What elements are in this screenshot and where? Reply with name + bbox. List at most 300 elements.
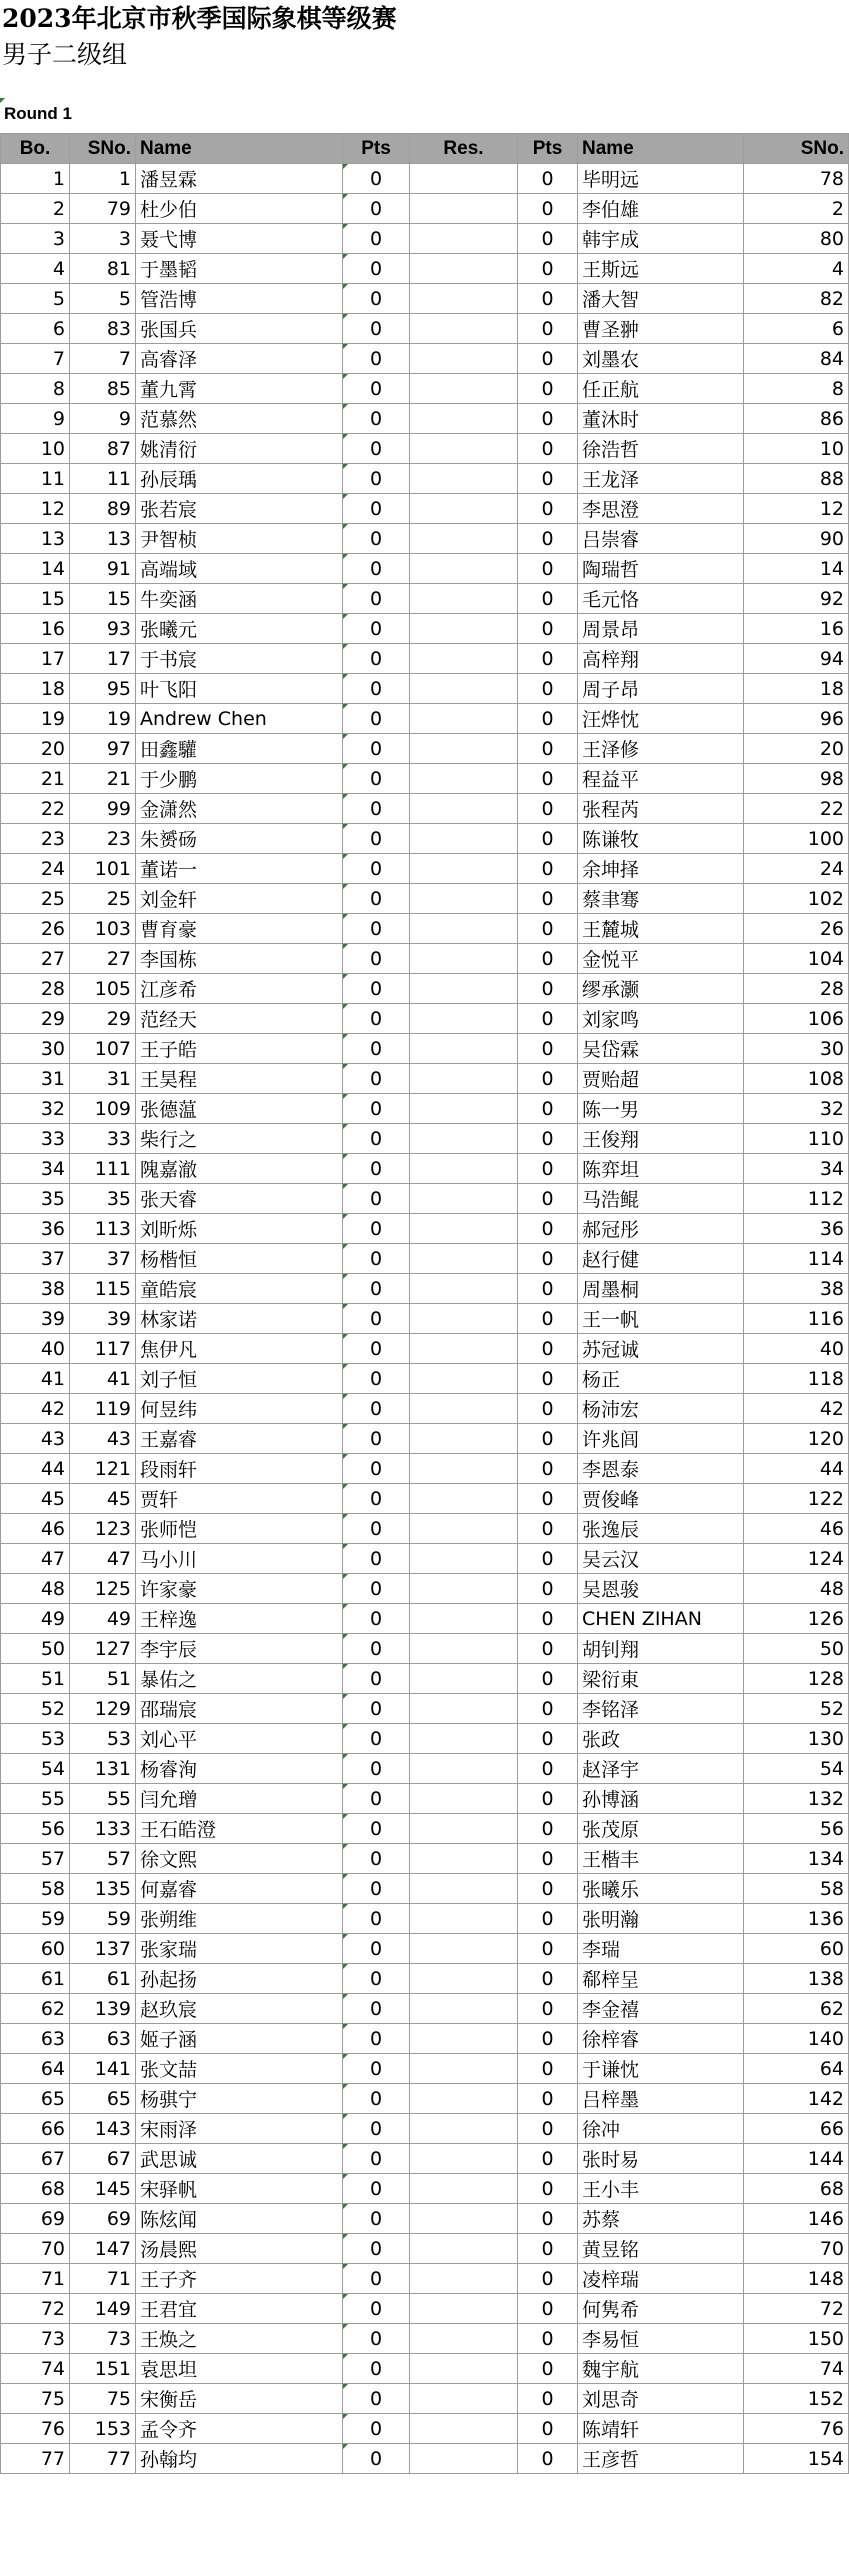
result-cell[interactable] xyxy=(410,1574,518,1604)
board-number[interactable]: 42 xyxy=(1,1394,70,1424)
black-points[interactable]: 0 xyxy=(518,1124,578,1154)
result-cell[interactable] xyxy=(410,1244,518,1274)
white-player-name[interactable]: 段雨轩 xyxy=(136,1454,343,1484)
white-seed-number[interactable]: 71 xyxy=(70,2264,136,2294)
white-seed-number[interactable]: 29 xyxy=(70,1004,136,1034)
board-number[interactable]: 12 xyxy=(1,494,70,524)
black-points[interactable]: 0 xyxy=(518,1754,578,1784)
board-number[interactable]: 75 xyxy=(1,2384,70,2414)
result-cell[interactable] xyxy=(410,1514,518,1544)
black-seed-number[interactable]: 64 xyxy=(744,2054,849,2084)
white-points[interactable]: 0 xyxy=(343,1214,410,1244)
black-player-name[interactable]: 苏冠诚 xyxy=(578,1334,744,1364)
black-player-name[interactable]: 周墨桐 xyxy=(578,1274,744,1304)
black-points[interactable]: 0 xyxy=(518,1184,578,1214)
black-points[interactable]: 0 xyxy=(518,344,578,374)
white-points[interactable]: 0 xyxy=(343,1724,410,1754)
result-cell[interactable] xyxy=(410,2414,518,2444)
white-seed-number[interactable]: 123 xyxy=(70,1514,136,1544)
black-player-name[interactable]: 刘思奇 xyxy=(578,2384,744,2414)
black-player-name[interactable]: 李铭泽 xyxy=(578,1694,744,1724)
board-number[interactable]: 55 xyxy=(1,1784,70,1814)
board-number[interactable]: 16 xyxy=(1,614,70,644)
white-points[interactable]: 0 xyxy=(343,2294,410,2324)
white-player-name[interactable]: 王君宜 xyxy=(136,2294,343,2324)
white-seed-number[interactable]: 131 xyxy=(70,1754,136,1784)
black-player-name[interactable]: 吴云汉 xyxy=(578,1544,744,1574)
black-points[interactable]: 0 xyxy=(518,674,578,704)
white-player-name[interactable]: 张若宸 xyxy=(136,494,343,524)
white-points[interactable]: 0 xyxy=(343,2234,410,2264)
black-points[interactable]: 0 xyxy=(518,2324,578,2354)
board-number[interactable]: 71 xyxy=(1,2264,70,2294)
black-seed-number[interactable]: 14 xyxy=(744,554,849,584)
black-seed-number[interactable]: 104 xyxy=(744,944,849,974)
black-seed-number[interactable]: 72 xyxy=(744,2294,849,2324)
black-seed-number[interactable]: 106 xyxy=(744,1004,849,1034)
black-seed-number[interactable]: 74 xyxy=(744,2354,849,2384)
black-points[interactable]: 0 xyxy=(518,1334,578,1364)
white-seed-number[interactable]: 5 xyxy=(70,284,136,314)
black-points[interactable]: 0 xyxy=(518,2414,578,2444)
black-player-name[interactable]: 郝冠彤 xyxy=(578,1214,744,1244)
white-points[interactable]: 0 xyxy=(343,1994,410,2024)
board-number[interactable]: 44 xyxy=(1,1454,70,1484)
white-player-name[interactable]: 聂弋博 xyxy=(136,224,343,254)
white-player-name[interactable]: 张天睿 xyxy=(136,1184,343,1214)
white-points[interactable]: 0 xyxy=(343,1664,410,1694)
black-seed-number[interactable]: 36 xyxy=(744,1214,849,1244)
black-player-name[interactable]: 程益平 xyxy=(578,764,744,794)
black-points[interactable]: 0 xyxy=(518,614,578,644)
black-player-name[interactable]: 陈一男 xyxy=(578,1094,744,1124)
white-seed-number[interactable]: 39 xyxy=(70,1304,136,1334)
white-player-name[interactable]: 汤晨熙 xyxy=(136,2234,343,2264)
result-cell[interactable] xyxy=(410,374,518,404)
white-points[interactable]: 0 xyxy=(343,2384,410,2414)
board-number[interactable]: 41 xyxy=(1,1364,70,1394)
black-player-name[interactable]: 贾贻超 xyxy=(578,1064,744,1094)
white-seed-number[interactable]: 53 xyxy=(70,1724,136,1754)
black-player-name[interactable]: 吴恩骏 xyxy=(578,1574,744,1604)
white-player-name[interactable]: 潘昱霖 xyxy=(136,164,343,194)
board-number[interactable]: 38 xyxy=(1,1274,70,1304)
black-points[interactable]: 0 xyxy=(518,1514,578,1544)
white-seed-number[interactable]: 105 xyxy=(70,974,136,1004)
result-cell[interactable] xyxy=(410,674,518,704)
white-points[interactable]: 0 xyxy=(343,2174,410,2204)
white-points[interactable]: 0 xyxy=(343,1784,410,1814)
white-points[interactable]: 0 xyxy=(343,1544,410,1574)
white-points[interactable]: 0 xyxy=(343,2024,410,2054)
result-cell[interactable] xyxy=(410,704,518,734)
black-points[interactable]: 0 xyxy=(518,1424,578,1454)
black-seed-number[interactable]: 96 xyxy=(744,704,849,734)
col-pts-header[interactable]: Pts xyxy=(343,134,410,164)
white-seed-number[interactable]: 33 xyxy=(70,1124,136,1154)
result-cell[interactable] xyxy=(410,2144,518,2174)
white-seed-number[interactable]: 25 xyxy=(70,884,136,914)
board-number[interactable]: 2 xyxy=(1,194,70,224)
black-seed-number[interactable]: 98 xyxy=(744,764,849,794)
board-number[interactable]: 27 xyxy=(1,944,70,974)
white-points[interactable]: 0 xyxy=(343,1094,410,1124)
white-seed-number[interactable]: 65 xyxy=(70,2084,136,2114)
white-player-name[interactable]: 张文喆 xyxy=(136,2054,343,2084)
black-seed-number[interactable]: 132 xyxy=(744,1784,849,1814)
black-points[interactable]: 0 xyxy=(518,194,578,224)
black-points[interactable]: 0 xyxy=(518,284,578,314)
black-seed-number[interactable]: 24 xyxy=(744,854,849,884)
white-points[interactable]: 0 xyxy=(343,1514,410,1544)
board-number[interactable]: 76 xyxy=(1,2414,70,2444)
col-name2-header[interactable]: Name xyxy=(578,134,744,164)
board-number[interactable]: 1 xyxy=(1,164,70,194)
white-seed-number[interactable]: 57 xyxy=(70,1844,136,1874)
white-player-name[interactable]: 王子齐 xyxy=(136,2264,343,2294)
white-seed-number[interactable]: 145 xyxy=(70,2174,136,2204)
black-player-name[interactable]: 刘墨农 xyxy=(578,344,744,374)
white-seed-number[interactable]: 73 xyxy=(70,2324,136,2354)
black-points[interactable]: 0 xyxy=(518,1094,578,1124)
board-number[interactable]: 43 xyxy=(1,1424,70,1454)
result-cell[interactable] xyxy=(410,1424,518,1454)
black-seed-number[interactable]: 92 xyxy=(744,584,849,614)
board-number[interactable]: 45 xyxy=(1,1484,70,1514)
board-number[interactable]: 20 xyxy=(1,734,70,764)
white-player-name[interactable]: 宋驿帆 xyxy=(136,2174,343,2204)
black-seed-number[interactable]: 58 xyxy=(744,1874,849,1904)
white-player-name[interactable]: 朱赟砀 xyxy=(136,824,343,854)
black-seed-number[interactable]: 154 xyxy=(744,2444,849,2474)
white-player-name[interactable]: 林家诺 xyxy=(136,1304,343,1334)
white-player-name[interactable]: 刘金轩 xyxy=(136,884,343,914)
white-points[interactable]: 0 xyxy=(343,2414,410,2444)
black-seed-number[interactable]: 16 xyxy=(744,614,849,644)
black-seed-number[interactable]: 38 xyxy=(744,1274,849,1304)
black-player-name[interactable]: 蔡聿骞 xyxy=(578,884,744,914)
board-number[interactable]: 13 xyxy=(1,524,70,554)
result-cell[interactable] xyxy=(410,284,518,314)
black-points[interactable]: 0 xyxy=(518,1724,578,1754)
result-cell[interactable] xyxy=(410,1964,518,1994)
black-player-name[interactable]: 李金禧 xyxy=(578,1994,744,2024)
white-player-name[interactable]: 王子皓 xyxy=(136,1034,343,1064)
white-seed-number[interactable]: 109 xyxy=(70,1094,136,1124)
white-seed-number[interactable]: 9 xyxy=(70,404,136,434)
white-seed-number[interactable]: 67 xyxy=(70,2144,136,2174)
white-player-name[interactable]: 张曦元 xyxy=(136,614,343,644)
result-cell[interactable] xyxy=(410,1844,518,1874)
black-points[interactable]: 0 xyxy=(518,1544,578,1574)
black-seed-number[interactable]: 40 xyxy=(744,1334,849,1364)
white-player-name[interactable]: 管浩博 xyxy=(136,284,343,314)
black-points[interactable]: 0 xyxy=(518,2174,578,2204)
white-points[interactable]: 0 xyxy=(343,614,410,644)
white-seed-number[interactable]: 79 xyxy=(70,194,136,224)
black-player-name[interactable]: 韩宇成 xyxy=(578,224,744,254)
black-seed-number[interactable]: 76 xyxy=(744,2414,849,2444)
black-seed-number[interactable]: 34 xyxy=(744,1154,849,1184)
black-points[interactable]: 0 xyxy=(518,1394,578,1424)
black-player-name[interactable]: 缪承灏 xyxy=(578,974,744,1004)
result-cell[interactable] xyxy=(410,1124,518,1154)
white-player-name[interactable]: 闫允璔 xyxy=(136,1784,343,1814)
white-points[interactable]: 0 xyxy=(343,1814,410,1844)
white-points[interactable]: 0 xyxy=(343,1274,410,1304)
white-points[interactable]: 0 xyxy=(343,2264,410,2294)
board-number[interactable]: 37 xyxy=(1,1244,70,1274)
black-points[interactable]: 0 xyxy=(518,2054,578,2084)
black-points[interactable]: 0 xyxy=(518,584,578,614)
board-number[interactable]: 61 xyxy=(1,1964,70,1994)
black-player-name[interactable]: 黄昱铭 xyxy=(578,2234,744,2264)
white-points[interactable]: 0 xyxy=(343,1004,410,1034)
result-cell[interactable] xyxy=(410,2054,518,2084)
result-cell[interactable] xyxy=(410,464,518,494)
result-cell[interactable] xyxy=(410,224,518,254)
result-cell[interactable] xyxy=(410,2324,518,2354)
board-number[interactable]: 67 xyxy=(1,2144,70,2174)
white-seed-number[interactable]: 137 xyxy=(70,1934,136,1964)
white-player-name[interactable]: 杨骐宁 xyxy=(136,2084,343,2114)
black-player-name[interactable]: 何隽希 xyxy=(578,2294,744,2324)
black-player-name[interactable]: 许兆闾 xyxy=(578,1424,744,1454)
black-points[interactable]: 0 xyxy=(518,1844,578,1874)
white-player-name[interactable]: 张国兵 xyxy=(136,314,343,344)
board-number[interactable]: 11 xyxy=(1,464,70,494)
black-player-name[interactable]: 徐梓睿 xyxy=(578,2024,744,2054)
white-points[interactable]: 0 xyxy=(343,1034,410,1064)
black-points[interactable]: 0 xyxy=(518,164,578,194)
board-number[interactable]: 57 xyxy=(1,1844,70,1874)
white-points[interactable]: 0 xyxy=(343,284,410,314)
black-player-name[interactable]: 陈弈坦 xyxy=(578,1154,744,1184)
black-seed-number[interactable]: 30 xyxy=(744,1034,849,1064)
white-player-name[interactable]: 王焕之 xyxy=(136,2324,343,2354)
white-points[interactable]: 0 xyxy=(343,734,410,764)
result-cell[interactable] xyxy=(410,794,518,824)
result-cell[interactable] xyxy=(410,1184,518,1214)
result-cell[interactable] xyxy=(410,494,518,524)
white-player-name[interactable]: 于少鹏 xyxy=(136,764,343,794)
black-player-name[interactable]: 王麓城 xyxy=(578,914,744,944)
white-seed-number[interactable]: 141 xyxy=(70,2054,136,2084)
white-seed-number[interactable]: 55 xyxy=(70,1784,136,1814)
black-points[interactable]: 0 xyxy=(518,2354,578,2384)
black-player-name[interactable]: 徐浩哲 xyxy=(578,434,744,464)
board-number[interactable]: 8 xyxy=(1,374,70,404)
white-points[interactable]: 0 xyxy=(343,1754,410,1784)
black-player-name[interactable]: 汪烨忱 xyxy=(578,704,744,734)
black-seed-number[interactable]: 112 xyxy=(744,1184,849,1214)
white-points[interactable]: 0 xyxy=(343,1454,410,1484)
white-player-name[interactable]: 牛奕涵 xyxy=(136,584,343,614)
board-number[interactable]: 54 xyxy=(1,1754,70,1784)
result-cell[interactable] xyxy=(410,1784,518,1814)
board-number[interactable]: 48 xyxy=(1,1574,70,1604)
white-player-name[interactable]: 尹智桢 xyxy=(136,524,343,554)
black-player-name[interactable]: 贾俊峰 xyxy=(578,1484,744,1514)
black-player-name[interactable]: 张曦乐 xyxy=(578,1874,744,1904)
black-player-name[interactable]: 陶瑞哲 xyxy=(578,554,744,584)
black-player-name[interactable]: 陈谦牧 xyxy=(578,824,744,854)
black-seed-number[interactable]: 110 xyxy=(744,1124,849,1154)
black-player-name[interactable]: 吴岱霖 xyxy=(578,1034,744,1064)
white-points[interactable]: 0 xyxy=(343,2144,410,2174)
black-player-name[interactable]: 李瑞 xyxy=(578,1934,744,1964)
black-points[interactable]: 0 xyxy=(518,494,578,524)
white-player-name[interactable]: 孙翰均 xyxy=(136,2444,343,2474)
board-number[interactable]: 40 xyxy=(1,1334,70,1364)
black-points[interactable]: 0 xyxy=(518,224,578,254)
board-number[interactable]: 9 xyxy=(1,404,70,434)
white-seed-number[interactable]: 95 xyxy=(70,674,136,704)
result-cell[interactable] xyxy=(410,2444,518,2474)
white-seed-number[interactable]: 113 xyxy=(70,1214,136,1244)
board-number[interactable]: 68 xyxy=(1,2174,70,2204)
black-seed-number[interactable]: 90 xyxy=(744,524,849,554)
white-points[interactable]: 0 xyxy=(343,1694,410,1724)
black-player-name[interactable]: 毕明远 xyxy=(578,164,744,194)
white-seed-number[interactable]: 61 xyxy=(70,1964,136,1994)
white-player-name[interactable]: 王昊程 xyxy=(136,1064,343,1094)
black-points[interactable]: 0 xyxy=(518,974,578,1004)
black-player-name[interactable]: 王彦哲 xyxy=(578,2444,744,2474)
col-sno2-header[interactable]: SNo. xyxy=(744,134,849,164)
white-player-name[interactable]: 童皓宸 xyxy=(136,1274,343,1304)
result-cell[interactable] xyxy=(410,314,518,344)
white-points[interactable]: 0 xyxy=(343,914,410,944)
white-player-name[interactable]: 金潇然 xyxy=(136,794,343,824)
black-player-name[interactable]: 刘家鸣 xyxy=(578,1004,744,1034)
white-seed-number[interactable]: 85 xyxy=(70,374,136,404)
black-seed-number[interactable]: 52 xyxy=(744,1694,849,1724)
black-player-name[interactable]: 王俊翔 xyxy=(578,1124,744,1154)
white-player-name[interactable]: 于墨韬 xyxy=(136,254,343,284)
black-seed-number[interactable]: 10 xyxy=(744,434,849,464)
result-cell[interactable] xyxy=(410,524,518,554)
white-points[interactable]: 0 xyxy=(343,1904,410,1934)
white-seed-number[interactable]: 119 xyxy=(70,1394,136,1424)
black-player-name[interactable]: 杨正 xyxy=(578,1364,744,1394)
black-seed-number[interactable]: 148 xyxy=(744,2264,849,2294)
board-number[interactable]: 70 xyxy=(1,2234,70,2264)
white-seed-number[interactable]: 17 xyxy=(70,644,136,674)
black-seed-number[interactable]: 122 xyxy=(744,1484,849,1514)
result-cell[interactable] xyxy=(410,1814,518,1844)
board-number[interactable]: 72 xyxy=(1,2294,70,2324)
white-seed-number[interactable]: 91 xyxy=(70,554,136,584)
black-player-name[interactable]: 吕崇睿 xyxy=(578,524,744,554)
black-player-name[interactable]: 郗梓呈 xyxy=(578,1964,744,1994)
result-cell[interactable] xyxy=(410,2294,518,2324)
white-points[interactable]: 0 xyxy=(343,974,410,1004)
white-points[interactable]: 0 xyxy=(343,2054,410,2084)
board-number[interactable]: 33 xyxy=(1,1124,70,1154)
board-number[interactable]: 23 xyxy=(1,824,70,854)
black-seed-number[interactable]: 134 xyxy=(744,1844,849,1874)
black-points[interactable]: 0 xyxy=(518,464,578,494)
white-points[interactable]: 0 xyxy=(343,824,410,854)
result-cell[interactable] xyxy=(410,1364,518,1394)
white-seed-number[interactable]: 99 xyxy=(70,794,136,824)
white-player-name[interactable]: Andrew Chen xyxy=(136,704,343,734)
result-cell[interactable] xyxy=(410,974,518,1004)
black-seed-number[interactable]: 102 xyxy=(744,884,849,914)
white-seed-number[interactable]: 21 xyxy=(70,764,136,794)
black-seed-number[interactable]: 80 xyxy=(744,224,849,254)
board-number[interactable]: 51 xyxy=(1,1664,70,1694)
result-cell[interactable] xyxy=(410,1934,518,1964)
black-player-name[interactable]: 王小丰 xyxy=(578,2174,744,2204)
white-player-name[interactable]: 刘心平 xyxy=(136,1724,343,1754)
white-player-name[interactable]: 李宇辰 xyxy=(136,1634,343,1664)
result-cell[interactable] xyxy=(410,1634,518,1664)
white-points[interactable]: 0 xyxy=(343,1364,410,1394)
result-cell[interactable] xyxy=(410,884,518,914)
white-seed-number[interactable]: 127 xyxy=(70,1634,136,1664)
black-player-name[interactable]: 孙博涵 xyxy=(578,1784,744,1814)
black-seed-number[interactable]: 44 xyxy=(744,1454,849,1484)
black-seed-number[interactable]: 86 xyxy=(744,404,849,434)
black-player-name[interactable]: 凌梓瑞 xyxy=(578,2264,744,2294)
black-player-name[interactable]: 李恩泰 xyxy=(578,1454,744,1484)
white-seed-number[interactable]: 133 xyxy=(70,1814,136,1844)
black-seed-number[interactable]: 66 xyxy=(744,2114,849,2144)
black-points[interactable]: 0 xyxy=(518,1994,578,2024)
result-cell[interactable] xyxy=(410,554,518,584)
board-number[interactable]: 35 xyxy=(1,1184,70,1214)
white-points[interactable]: 0 xyxy=(343,254,410,284)
black-player-name[interactable]: 张逸辰 xyxy=(578,1514,744,1544)
black-seed-number[interactable]: 100 xyxy=(744,824,849,854)
white-player-name[interactable]: 江彦希 xyxy=(136,974,343,1004)
result-cell[interactable] xyxy=(410,614,518,644)
white-player-name[interactable]: 张家瑞 xyxy=(136,1934,343,1964)
col-board-header[interactable]: Bo. xyxy=(1,134,70,164)
black-seed-number[interactable]: 150 xyxy=(744,2324,849,2354)
black-points[interactable]: 0 xyxy=(518,764,578,794)
white-player-name[interactable]: 李国栋 xyxy=(136,944,343,974)
black-points[interactable]: 0 xyxy=(518,2384,578,2414)
col-pts2-header[interactable]: Pts xyxy=(518,134,578,164)
black-player-name[interactable]: 杨沛宏 xyxy=(578,1394,744,1424)
white-points[interactable]: 0 xyxy=(343,704,410,734)
white-points[interactable]: 0 xyxy=(343,794,410,824)
black-player-name[interactable]: 王楷丰 xyxy=(578,1844,744,1874)
black-player-name[interactable]: 王一帆 xyxy=(578,1304,744,1334)
black-player-name[interactable]: 徐冲 xyxy=(578,2114,744,2144)
black-points[interactable]: 0 xyxy=(518,2444,578,2474)
white-points[interactable]: 0 xyxy=(343,1184,410,1214)
white-player-name[interactable]: 田鑫驩 xyxy=(136,734,343,764)
black-points[interactable]: 0 xyxy=(518,1064,578,1094)
white-seed-number[interactable]: 75 xyxy=(70,2384,136,2414)
white-seed-number[interactable]: 111 xyxy=(70,1154,136,1184)
black-player-name[interactable]: 余坤择 xyxy=(578,854,744,884)
result-cell[interactable] xyxy=(410,2174,518,2204)
white-points[interactable]: 0 xyxy=(343,404,410,434)
black-player-name[interactable]: 曹圣翀 xyxy=(578,314,744,344)
white-seed-number[interactable]: 93 xyxy=(70,614,136,644)
result-cell[interactable] xyxy=(410,1904,518,1934)
white-points[interactable]: 0 xyxy=(343,1874,410,1904)
black-points[interactable]: 0 xyxy=(518,914,578,944)
white-points[interactable]: 0 xyxy=(343,2204,410,2234)
black-player-name[interactable]: 李伯雄 xyxy=(578,194,744,224)
white-seed-number[interactable]: 59 xyxy=(70,1904,136,1934)
